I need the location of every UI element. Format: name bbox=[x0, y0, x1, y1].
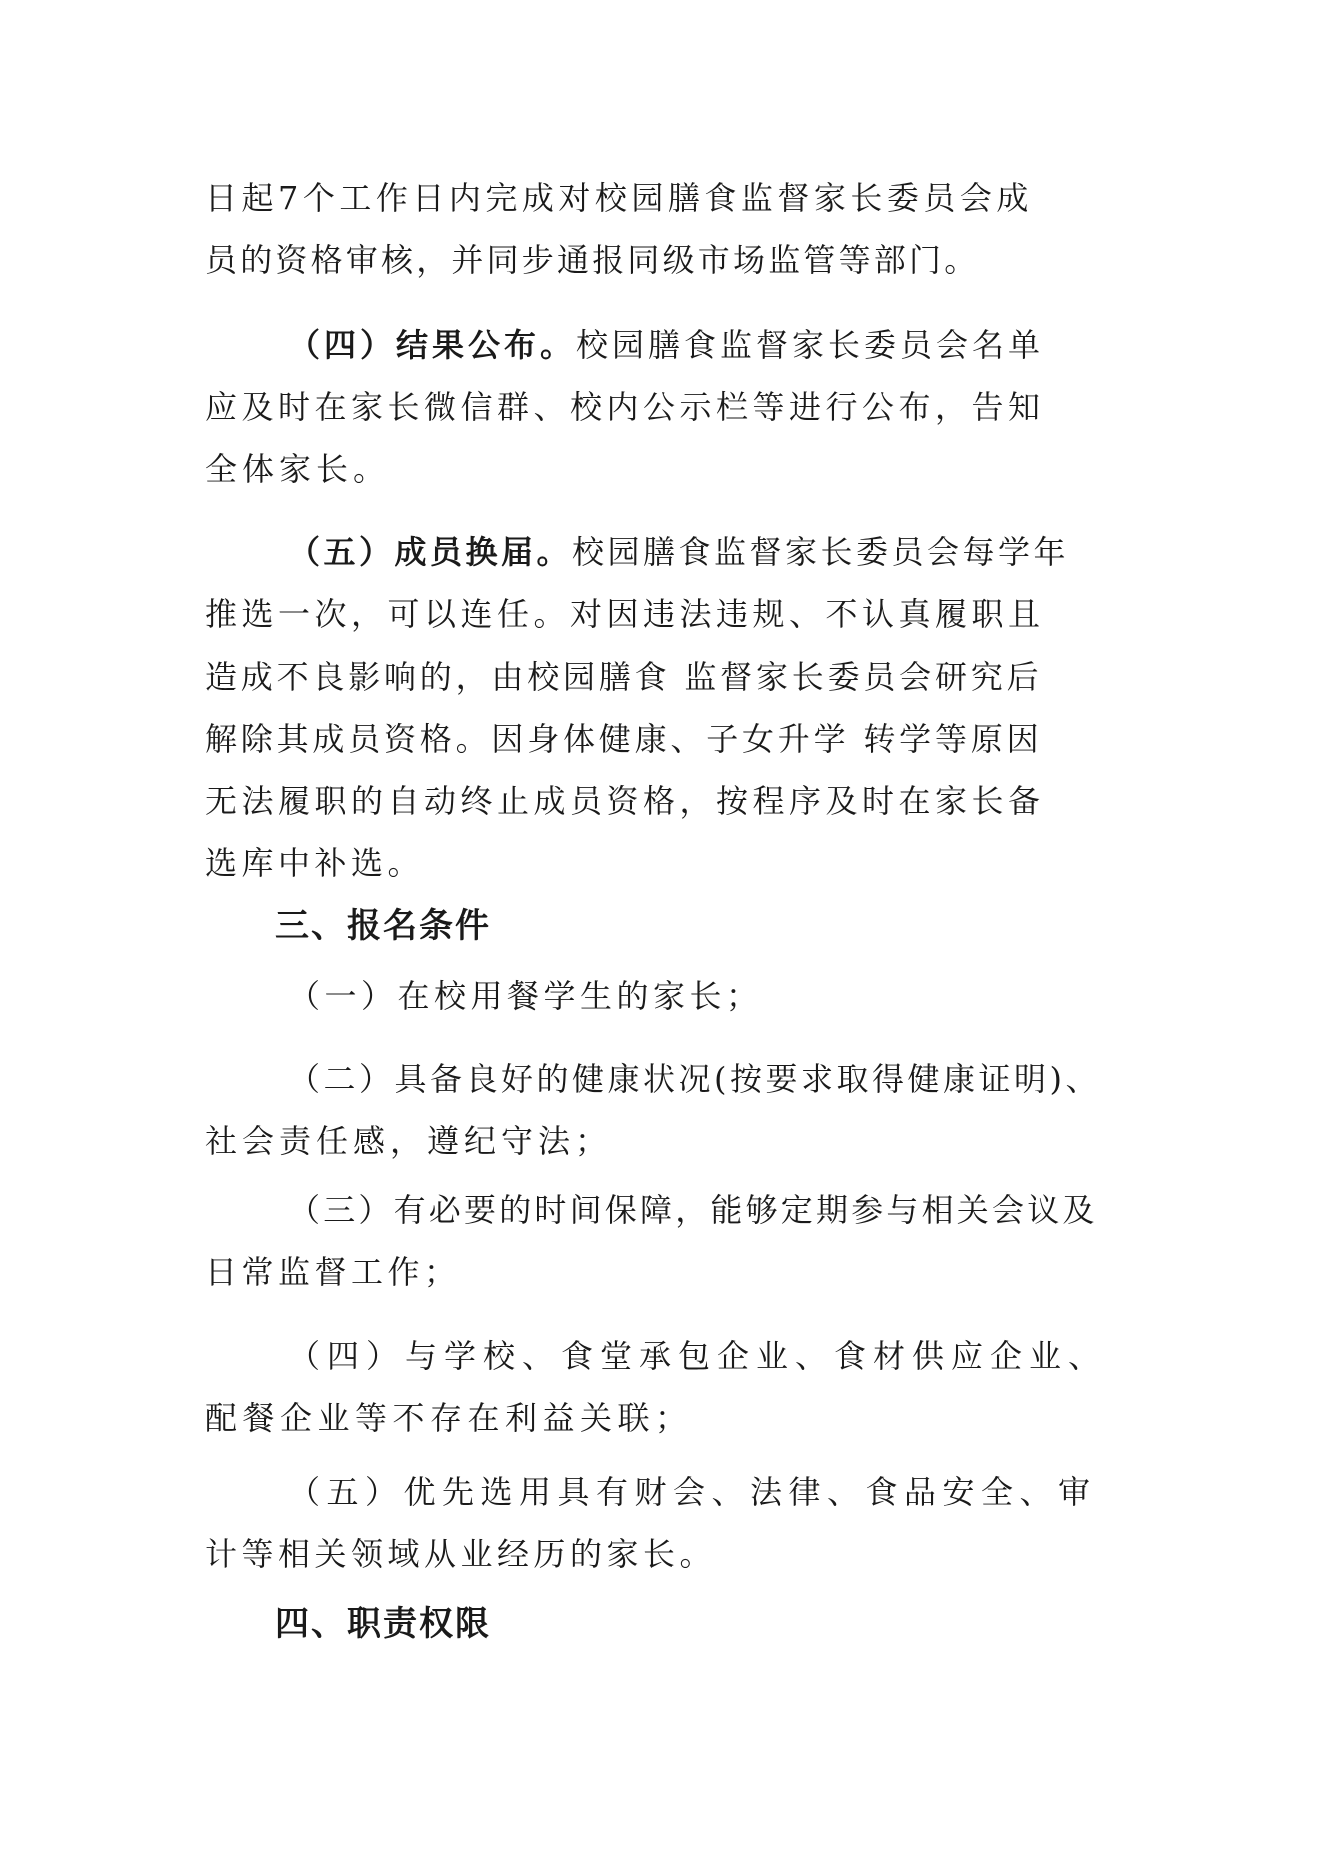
paragraph-line: 推选一次，可以连任。对因违法违规、不认真履职且 bbox=[205, 595, 1045, 633]
paragraph-line: （四）与学校、食堂承包企业、食材供应企业、 bbox=[288, 1337, 1108, 1375]
paragraph-line: 选库中补选。 bbox=[205, 844, 425, 882]
paragraph-line: 日起7个工作日内完成对校园膳食监督家长委员会成 bbox=[205, 179, 1033, 217]
item-text: 校园膳食监督家长委员会名单 bbox=[576, 326, 1045, 364]
paragraph-line: （二）具备良好的健康状况(按要求取得健康证明)、 bbox=[288, 1060, 1101, 1098]
paragraph-line: 计等相关领域从业经历的家长。 bbox=[205, 1535, 717, 1573]
item-text: 校园膳食监督家长委员会每学年 bbox=[572, 533, 1070, 571]
section-heading: 四、职责权限 bbox=[275, 1604, 491, 1644]
paragraph-line: 全体家长。 bbox=[205, 450, 391, 488]
paragraph-line: 应及时在家长微信群、校内公示栏等进行公布，告知 bbox=[205, 388, 1045, 426]
section-heading: 三、报名条件 bbox=[275, 906, 491, 946]
paragraph-line: 解除其成员资格。因身体健康、子女升学 转学等原因 bbox=[205, 720, 1043, 758]
paragraph-line: 员的资格审核，并同步通报同级市场监管等部门。 bbox=[205, 241, 980, 279]
paragraph-line: （五）优先选用具有财会、法律、食品安全、审 bbox=[288, 1473, 1097, 1511]
paragraph-line: 配餐企业等不存在利益关联； bbox=[205, 1399, 693, 1437]
paragraph-line: （三）有必要的时间保障，能够定期参与相关会议及 bbox=[288, 1191, 1098, 1229]
item-label: （四）结果公布。 bbox=[288, 326, 577, 364]
paragraph-line: （一）在校用餐学生的家长； bbox=[288, 977, 763, 1015]
paragraph-line: 无法履职的自动终止成员资格，按程序及时在家长备 bbox=[205, 782, 1045, 820]
paragraph-line: 造成不良影响的，由校园膳食 监督家长委员会研究后 bbox=[205, 658, 1043, 696]
paragraph-line bbox=[288, 532, 1069, 572]
item-label: （五）成员换届。 bbox=[288, 533, 573, 571]
paragraph-line: 日常监督工作； bbox=[205, 1253, 461, 1291]
paragraph-line bbox=[288, 325, 1044, 365]
paragraph-line: 社会责任感，遵纪守法； bbox=[205, 1122, 613, 1160]
